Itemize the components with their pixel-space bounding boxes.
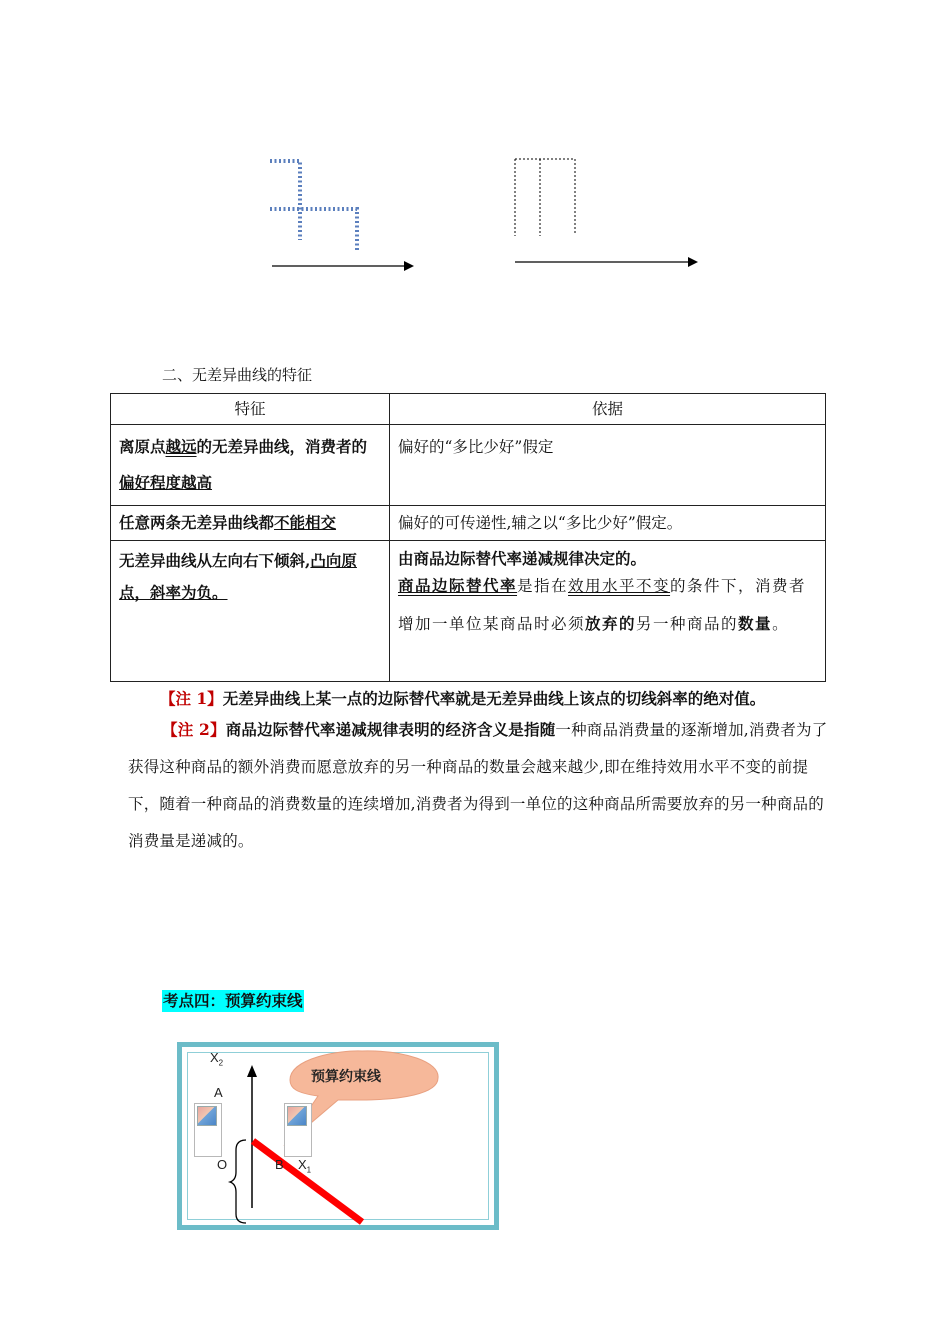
definition-text: 另一种商品的	[636, 615, 739, 633]
definition-emphasis: 数量	[738, 614, 773, 633]
definition-text: 的条件下，消费者增加一单位某商品时必须	[398, 577, 807, 633]
exam-point-title: 考点四：预算约束线	[163, 991, 303, 1010]
basis-cell-2: 偏好的可传递性,辅之以“多比少好”假定。	[390, 506, 826, 541]
definition-emphasis: 放弃的	[585, 614, 637, 633]
basis-cell-1: 偏好的“多比少好”假定	[390, 425, 826, 506]
feature-text: 离原点	[119, 437, 166, 456]
y-axis-label	[210, 1050, 223, 1068]
feature-emphasis: 凸向原点，斜率为负。	[119, 551, 357, 602]
feature-emphasis: 偏好程度越高	[119, 473, 213, 492]
note-tag: 【注 2】	[162, 720, 226, 739]
axis-letter: X	[210, 1050, 219, 1065]
axis-subscript: 1	[306, 1165, 312, 1175]
feature-text: 的无差异曲线，消费者的	[196, 437, 368, 456]
definition-text: 是指在	[517, 577, 569, 595]
header-feature: 特征	[111, 394, 390, 425]
basis-heading: 由商品边际替代率递减规律决定的。	[398, 549, 647, 568]
note-text: 无差异曲线上某一点的边际替代率就是无差异曲线上该点的切线斜率的绝对值。	[222, 689, 766, 708]
budget-constraint-line	[253, 1141, 362, 1222]
axis-letter: X	[298, 1157, 307, 1172]
point-b-label: B	[275, 1157, 284, 1172]
definition-emphasis: 效用水平不变	[568, 577, 671, 595]
note-text: 一种商品消费量的逐渐增加,消费者为了获得这种商品的额外消费而愿意放弃的另一种商品的数量会越来越少,即在维持效用水平不变的前提下，随着一种商品的消费数量的连续增加,消费者为得到一单位的这种商品所需要放弃的另一种商品的消费量是递减的。	[128, 721, 828, 850]
definition-text: 。	[772, 615, 790, 633]
origin-label: O	[217, 1157, 228, 1172]
point-a-label: A	[214, 1085, 223, 1100]
feature-text: 任意两条无差异曲线都	[119, 513, 275, 532]
feature-text: 无差异曲线从左向右下倾斜,	[119, 551, 311, 570]
feature-emphasis: 越远	[165, 437, 197, 456]
feature-emphasis: 不能相交	[274, 513, 337, 532]
header-basis: 依据	[390, 394, 826, 425]
section-title: 二、无差异曲线的特征	[162, 366, 313, 384]
note-bold-text: 商品边际替代率递减规律表明的经济含义是指随	[225, 720, 556, 739]
note-tag: 【注 1】	[160, 689, 223, 708]
callout-label: 预算约束线	[311, 1069, 381, 1085]
x-axis-label	[298, 1157, 311, 1175]
term: 商品边际替代率	[398, 576, 518, 595]
axis-subscript: 2	[218, 1058, 224, 1068]
